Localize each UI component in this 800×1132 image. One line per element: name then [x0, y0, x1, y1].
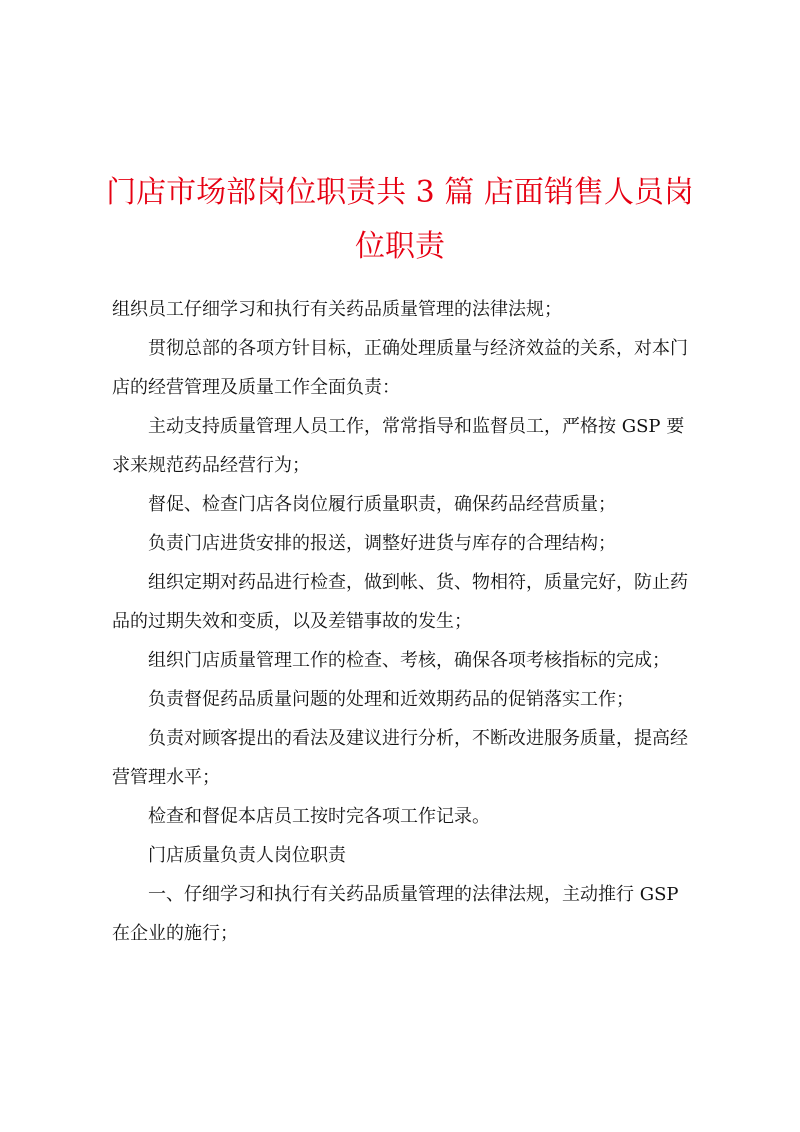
paragraph-1: 组织员工仔细学习和执行有关药品质量管理的法律法规； [112, 299, 562, 320]
paragraph-4: 督促、检查门店各岗位履行质量职责，确保药品经营质量； [148, 494, 616, 515]
paragraph-2: 贯彻总部的各项方针目标，正确处理质量与经济效益的关系，对本门店的经营管理及质量工作全面负责： [112, 338, 688, 398]
paragraph-9: 负责对顾客提出的看法及建议进行分析，不断改进服务质量，提高经营管理水平； [112, 728, 688, 788]
title-line-1: 门店市场部岗位职责共 3 篇 店面销售人员岗 [106, 175, 694, 210]
paragraph-10: 检查和督促本店员工按时完各项工作记录。 [148, 806, 490, 827]
document-title [100, 166, 700, 274]
document-body [112, 290, 700, 953]
paragraph-8: 负责督促药品质量问题的处理和近效期药品的促销落实工作； [148, 689, 634, 710]
paragraph-5: 负责门店进货安排的报送，调整好进货与库存的合理结构； [148, 533, 616, 554]
paragraph-7: 组织门店质量管理工作的检查、考核，确保各项考核指标的完成； [148, 650, 670, 671]
title-line-2: 位职责 [355, 229, 445, 264]
paragraph-12: 一、仔细学习和执行有关药品质量管理的法律法规，主动推行 GSP 在企业的施行； [112, 884, 679, 944]
paragraph-6: 组织定期对药品进行检查，做到帐、货、物相符，质量完好，防止药品的过期失效和变质，以及差错事故的发生； [112, 572, 688, 632]
paragraph-3: 主动支持质量管理人员工作，常常指导和监督员工，严格按 GSP 要求来规范药品经营行为； [112, 416, 685, 476]
section-heading: 门店质量负责人岗位职责 [148, 845, 346, 866]
